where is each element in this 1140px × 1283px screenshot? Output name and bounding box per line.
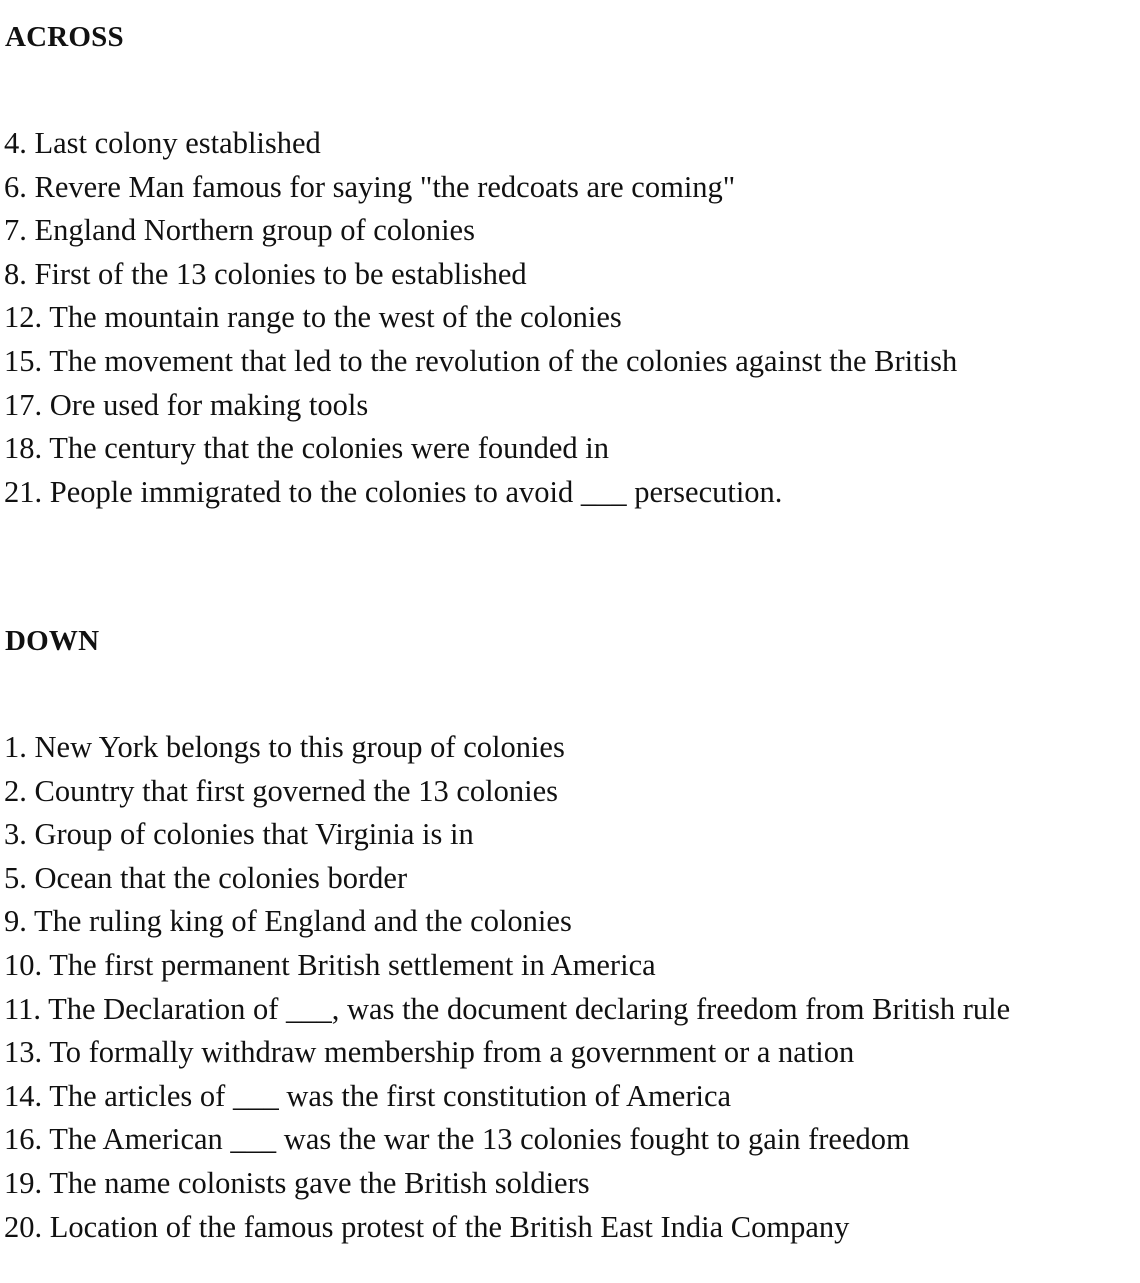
down-clue-14: 14. The articles of ___ was the first constitution of America bbox=[4, 1078, 732, 1113]
across-heading: ACROSS bbox=[5, 21, 124, 53]
down-clue-3: 3. Group of colonies that Virginia is in bbox=[4, 817, 474, 852]
across-clue-12: 12. The mountain range to the west of the colonies bbox=[4, 300, 622, 335]
down-clue-9: 9. The ruling king of England and the colonies bbox=[4, 904, 572, 939]
down-clue-list bbox=[4, 726, 1010, 1249]
down-clue-13: 13. To formally withdraw membership from a government or a nation bbox=[4, 1035, 855, 1070]
across-clue-list bbox=[4, 122, 957, 514]
across-clue-21: 21. People immigrated to the colonies to avoid ___ persecution. bbox=[4, 474, 783, 509]
down-clue-11: 11. The Declaration of ___, was the document declaring freedom from British rule bbox=[4, 991, 1011, 1026]
down-heading: DOWN bbox=[5, 625, 100, 657]
across-clue-17: 17. Ore used for making tools bbox=[4, 387, 369, 422]
across-clue-7: 7. England Northern group of colonies bbox=[4, 213, 475, 248]
down-clue-20: 20. Location of the famous protest of the British East India Company bbox=[4, 1209, 850, 1244]
down-clue-10: 10. The first permanent British settlement in America bbox=[4, 947, 656, 982]
down-clue-16: 16. The American ___ was the war the 13 colonies fought to gain freedom bbox=[4, 1122, 910, 1157]
across-clue-6: 6. Revere Man famous for saying "the redcoats are coming" bbox=[4, 169, 736, 204]
down-clue-5: 5. Ocean that the colonies border bbox=[4, 860, 408, 895]
across-clue-18: 18. The century that the colonies were founded in bbox=[4, 431, 610, 466]
across-clue-15: 15. The movement that led to the revolution of the colonies against the British bbox=[4, 343, 958, 378]
down-clue-1: 1. New York belongs to this group of colonies bbox=[4, 730, 565, 764]
down-clue-19: 19. The name colonists gave the British soldiers bbox=[4, 1165, 590, 1200]
down-clue-2: 2. Country that first governed the 13 colonies bbox=[4, 773, 558, 808]
across-clue-8: 8. First of the 13 colonies to be established bbox=[4, 256, 527, 291]
across-clue-4: 4. Last colony established bbox=[4, 126, 321, 160]
